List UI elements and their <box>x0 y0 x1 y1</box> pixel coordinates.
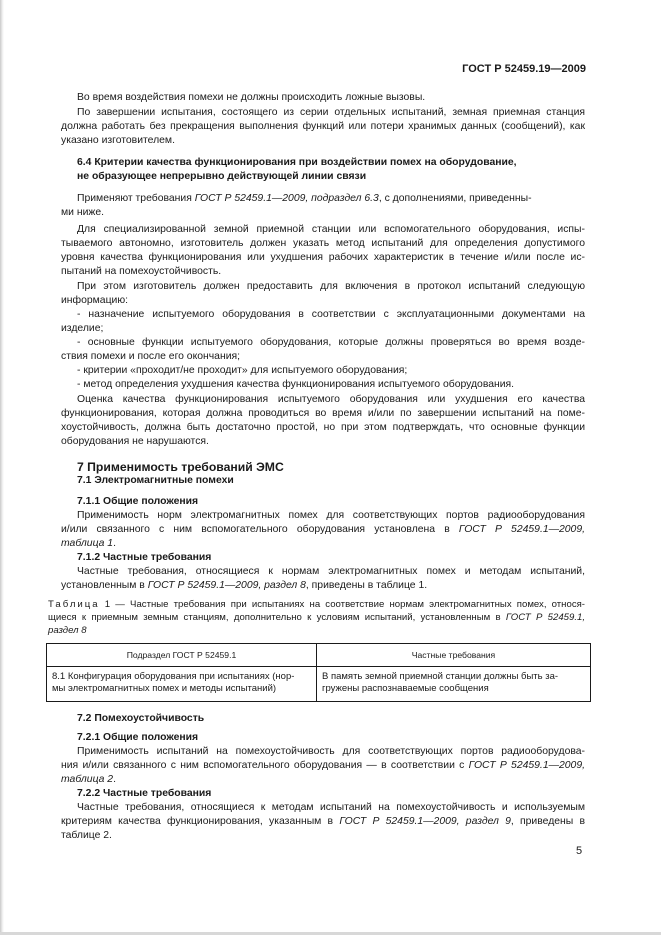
page-number: 5 <box>576 845 583 857</box>
text-run: критериям качества функционирования, указанным в <box>61 816 340 827</box>
list-item: - метод определения ухудшения качества функционирования испытуемого оборудования. <box>77 379 515 390</box>
paragraph-line: тываемого автономно, изготовитель должен указать метод испытаний для определения допустимого <box>61 238 585 249</box>
list-item: - основные функции испытуемого оборудования, которые должны проверяться во время возде- <box>77 337 585 348</box>
list-item-cont: ствия помехи и после его окончания; <box>61 351 241 362</box>
paragraph-line: должна работать без прекращения выполнения функций или потери хранимых данных (сообщений), как <box>61 121 585 132</box>
paragraph-line: Частные требования, относящиеся к методам испытаний на помехоустойчивость и используемым <box>77 802 585 813</box>
paragraph-line: пытаний на помехоустойчивость. <box>61 266 222 277</box>
standard-reference: ГОСТ Р 52459.1—2009, подраздел 6.3 <box>194 193 379 204</box>
standard-reference: ГОСТ Р 52459.1, <box>505 612 586 623</box>
text-run: щиеся к приемным земным станциям, дополнительно к условиям испытаний, установленным в <box>48 612 506 623</box>
paragraph-line: уровня качества функционирования или ухудшения рабочих характеристик в течение и/или после ис- <box>61 252 585 263</box>
paragraph-line: Оценка качества функционирования испытуемого оборудования или ухудшения его качества <box>77 394 585 405</box>
table-header-row <box>47 644 590 667</box>
paragraph-false-calls: Во время воздействия помехи не должны происходить ложные вызовы. <box>77 92 426 103</box>
table-cell-line: В память земной приемной станции должны быть за- <box>322 671 559 682</box>
paragraph-6-4-p1 <box>77 193 532 205</box>
list-item-cont: изделие; <box>61 323 104 334</box>
table-1 <box>46 643 591 702</box>
paragraph-line: При этом изготовитель должен предоставить для включения в протокол испытаний следующую <box>77 281 585 292</box>
table-cell <box>47 667 317 701</box>
text-run: . <box>113 774 116 785</box>
table-1-caption <box>48 599 585 611</box>
list-item: - назначение испытуемого оборудования в соответствии с эксплуатационными документами на <box>77 309 585 320</box>
table-cell-line: 8.1 Конфигурация оборудования при испытаниях (нор- <box>52 671 295 682</box>
paragraph-line: Для специализированной земной приемной станции или вспомогательного оборудования, испы- <box>77 224 585 235</box>
text-run: , приведены в таблице 1. <box>305 580 428 591</box>
paragraph-line: По завершении испытания, состоящего из серии отдельных испытаний, земная приемная станция <box>77 107 585 118</box>
paragraph-line: оборудования не нарушаются. <box>61 436 209 447</box>
paragraph-line: функционирования, которая должна проводиться во время и/или по завершении испытаний на поме- <box>61 408 585 419</box>
text-run: . <box>113 538 116 549</box>
text-run: 1 — Частные требования при испытаниях на соответствие нормам электромагнитных помех, относя- <box>104 599 586 610</box>
table-cell <box>317 667 590 701</box>
paragraph-line: информацию: <box>61 295 129 306</box>
document-header: ГОСТ Р 52459.19—2009 <box>462 63 586 75</box>
text-run: , с дополнениями, приведенны- <box>378 193 532 204</box>
paragraph-line: указано изготовителем. <box>61 135 175 146</box>
text-run: , приведены в <box>510 816 585 827</box>
paragraph-line <box>61 580 427 592</box>
paragraph-line <box>61 524 585 536</box>
paragraph-line <box>61 816 585 828</box>
paragraph-line: хоустойчивость, должна быть достаточно простой, но при этом подтверждать, что основные функции <box>61 422 585 433</box>
table-1-caption-cont: раздел 8 <box>48 625 87 636</box>
section-7-1-1-heading: 7.1.1 Общие положения <box>77 496 199 507</box>
text-run: установленным в <box>61 580 148 591</box>
table-cell-line: гружены распознаваемые сообщения <box>322 683 489 694</box>
paragraph-line: ми ниже. <box>61 207 104 218</box>
text-run: и/или связанного с ним вспомогательного оборудования установлена в <box>61 524 459 535</box>
section-7-heading: 7 Применимость требований ЭМС <box>77 460 284 474</box>
list-item: - критерии «проходит/не проходит» для испытуемого оборудования; <box>77 365 408 376</box>
table-header-cell: Подраздел ГОСТ Р 52459.1 <box>47 644 317 666</box>
table-cell-line: мы электромагнитных помех и методы испытаний) <box>52 683 277 694</box>
standard-reference: таблица 2 <box>61 774 114 785</box>
section-6-4-heading: 6.4 Критерии качества функционирования при воздействии помех на оборудование, <box>77 157 517 168</box>
section-7-2-heading: 7.2 Помехоустойчивость <box>77 713 205 724</box>
paragraph-line: Применимость норм электромагнитных помех для соответствующих портов радиооборудования <box>77 510 585 521</box>
table-header-cell: Частные требования <box>411 650 496 660</box>
section-7-2-2-heading: 7.2.2 Частные требования <box>77 788 212 799</box>
paragraph-line <box>61 538 116 550</box>
text-run: Применяют требования <box>77 193 195 204</box>
section-7-2-1-heading: 7.2.1 Общие положения <box>77 732 199 743</box>
standard-reference: ГОСТ Р 52459.1—2009, раздел 8 <box>147 580 306 591</box>
standard-reference: ГОСТ Р 52459.1—2009, раздел 9 <box>339 816 511 827</box>
text-run: ния и/или связанного с ним вспомогательного оборудования — в соответствии с <box>61 760 469 771</box>
standard-reference: ГОСТ Р 52459.1—2009, <box>468 760 585 771</box>
standard-reference: таблица 1 <box>61 538 114 549</box>
paragraph-line: Частные требования, относящиеся к нормам электромагнитных помех и методам испытаний, <box>77 566 585 577</box>
paragraph-line: таблице 2. <box>61 830 112 841</box>
section-7-1-heading: 7.1 Электромагнитные помехи <box>77 475 234 486</box>
paragraph-line <box>61 774 116 786</box>
section-7-1-2-heading: 7.1.2 Частные требования <box>77 552 212 563</box>
section-6-4-heading-cont: не образующее непрерывно действующей линии связи <box>77 171 367 182</box>
paragraph-line: Применимость испытаний на помехоустойчивость для соответствующих портов радиооборудова- <box>77 746 585 757</box>
paragraph-line <box>61 760 585 772</box>
table-caption-label: Таблица <box>48 599 100 610</box>
table-row <box>47 667 590 701</box>
table-1-caption-cont <box>48 612 585 624</box>
standard-reference: ГОСТ Р 52459.1—2009, <box>458 524 585 535</box>
